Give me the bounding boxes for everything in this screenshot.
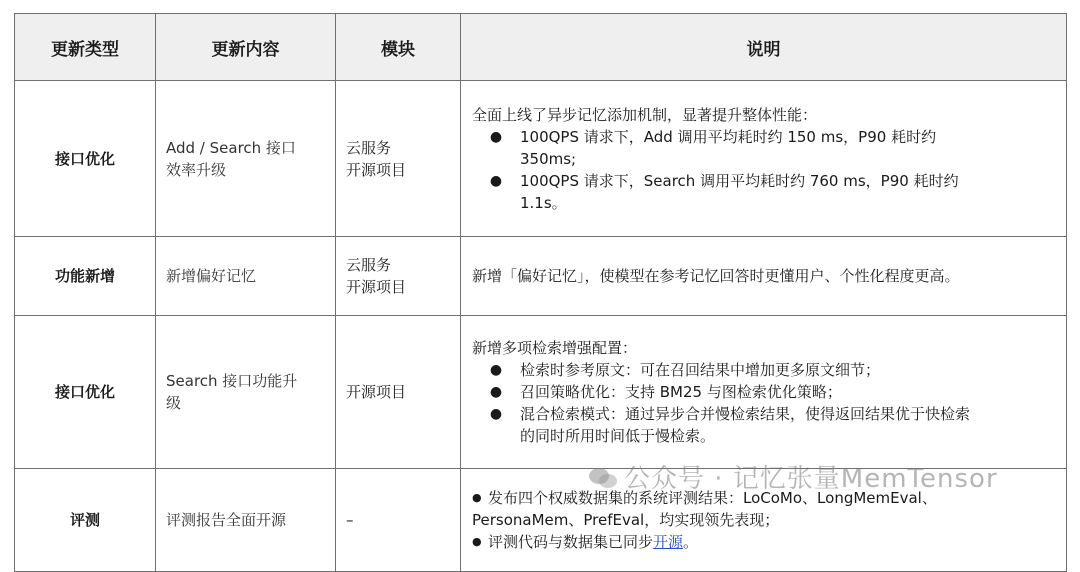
module-line: 云服务 xyxy=(346,256,392,274)
bullet-item xyxy=(472,359,1054,381)
content-line: 级 xyxy=(166,394,182,412)
header-description: 说明 xyxy=(461,14,1067,81)
cell-content xyxy=(156,316,336,469)
bullet-icon: ● xyxy=(489,128,503,145)
bullet-icon: ● xyxy=(489,172,503,189)
bullet-text: 评测代码与数据集已同步 xyxy=(488,533,654,551)
bullet-item xyxy=(472,531,1054,553)
description-intro: 全面上线了异步记忆添加机制，显著提升整体性能： xyxy=(472,105,818,124)
bullet-text: 350ms; xyxy=(520,149,577,168)
cell-module xyxy=(336,237,461,316)
bullet-item xyxy=(472,126,1054,170)
cell-type: 功能新增 xyxy=(15,237,156,316)
cell-module xyxy=(336,316,461,469)
table-row xyxy=(15,316,1067,469)
cell-description xyxy=(461,81,1067,237)
cell-type: 评测 xyxy=(15,469,156,572)
content-line: Search 接口功能升 xyxy=(166,372,298,390)
bullet-icon: ● xyxy=(472,535,482,548)
cell-content xyxy=(156,81,336,237)
bullet-item xyxy=(472,170,1054,214)
cell-description xyxy=(461,316,1067,469)
bullet-text: 发布四个权威数据集的系统评测结果：LoCoMo、LongMemEval、 xyxy=(488,489,937,507)
cell-content xyxy=(156,469,336,572)
table-row xyxy=(15,237,1067,316)
bullet-text: 1.1s。 xyxy=(520,193,567,212)
bullet-text: 检索时参考原文：可在召回结果中增加更多原文细节； xyxy=(520,361,881,379)
bullet-icon: ● xyxy=(489,406,503,422)
bullet-icon: ● xyxy=(472,491,482,504)
bullet-item xyxy=(472,381,1054,403)
bullet-icon: ● xyxy=(489,384,503,400)
cell-module xyxy=(336,469,461,572)
bullet-text: 100QPS 请求下，Add 调用平均耗时约 150 ms，P90 耗时约 xyxy=(520,127,937,146)
wechat-icon xyxy=(588,466,618,490)
module-line: 开源项目 xyxy=(346,278,407,296)
content-line: 评测报告全面开源 xyxy=(166,511,287,529)
watermark-text: 公众号 · 记忆张量MemTensor xyxy=(624,464,998,494)
cell-type: 接口优化 xyxy=(15,316,156,469)
watermark xyxy=(588,458,998,495)
cell-module xyxy=(336,81,461,237)
link-tail: 。 xyxy=(683,533,699,551)
header-module: 模块 xyxy=(336,14,461,81)
content-line: 效率升级 xyxy=(166,160,227,179)
table-row xyxy=(15,81,1067,237)
module-line: 开源项目 xyxy=(346,383,407,401)
content-line: 新增偏好记忆 xyxy=(166,267,257,285)
description-intro: 新增多项检索增强配置： xyxy=(472,339,638,357)
bullet-item xyxy=(472,403,1054,447)
description-intro: 新增「偏好记忆」，使模型在参考记忆回答时更懂用户、个性化程度更高。 xyxy=(472,267,960,285)
cell-description xyxy=(461,237,1067,316)
bullet-text-continued: PersonaMem、PrefEval，均实现领先表现； xyxy=(472,511,780,529)
module-line: 开源项目 xyxy=(346,160,407,179)
cell-content xyxy=(156,237,336,316)
bullet-text: 召回策略优化：支持 BM25 与图检索优化策略； xyxy=(520,383,842,401)
bullet-text: 100QPS 请求下，Search 调用平均耗时约 760 ms，P90 耗时约 xyxy=(520,171,959,190)
bullet-text: 混合检索模式：通过异步合并慢检索结果，使得返回结果优于快检索 xyxy=(520,405,971,423)
header-type: 更新类型 xyxy=(15,14,156,81)
module-line: – xyxy=(346,511,354,529)
module-line: 云服务 xyxy=(346,138,392,157)
header-row xyxy=(15,14,1067,81)
cell-type: 接口优化 xyxy=(15,81,156,237)
header-content: 更新内容 xyxy=(156,14,336,81)
content-line: Add / Search 接口 xyxy=(166,138,296,157)
open-source-link[interactable]: 开源 xyxy=(653,533,684,551)
bullet-text: 的同时所用时间低于慢检索。 xyxy=(520,427,716,445)
bullet-icon: ● xyxy=(489,362,503,378)
